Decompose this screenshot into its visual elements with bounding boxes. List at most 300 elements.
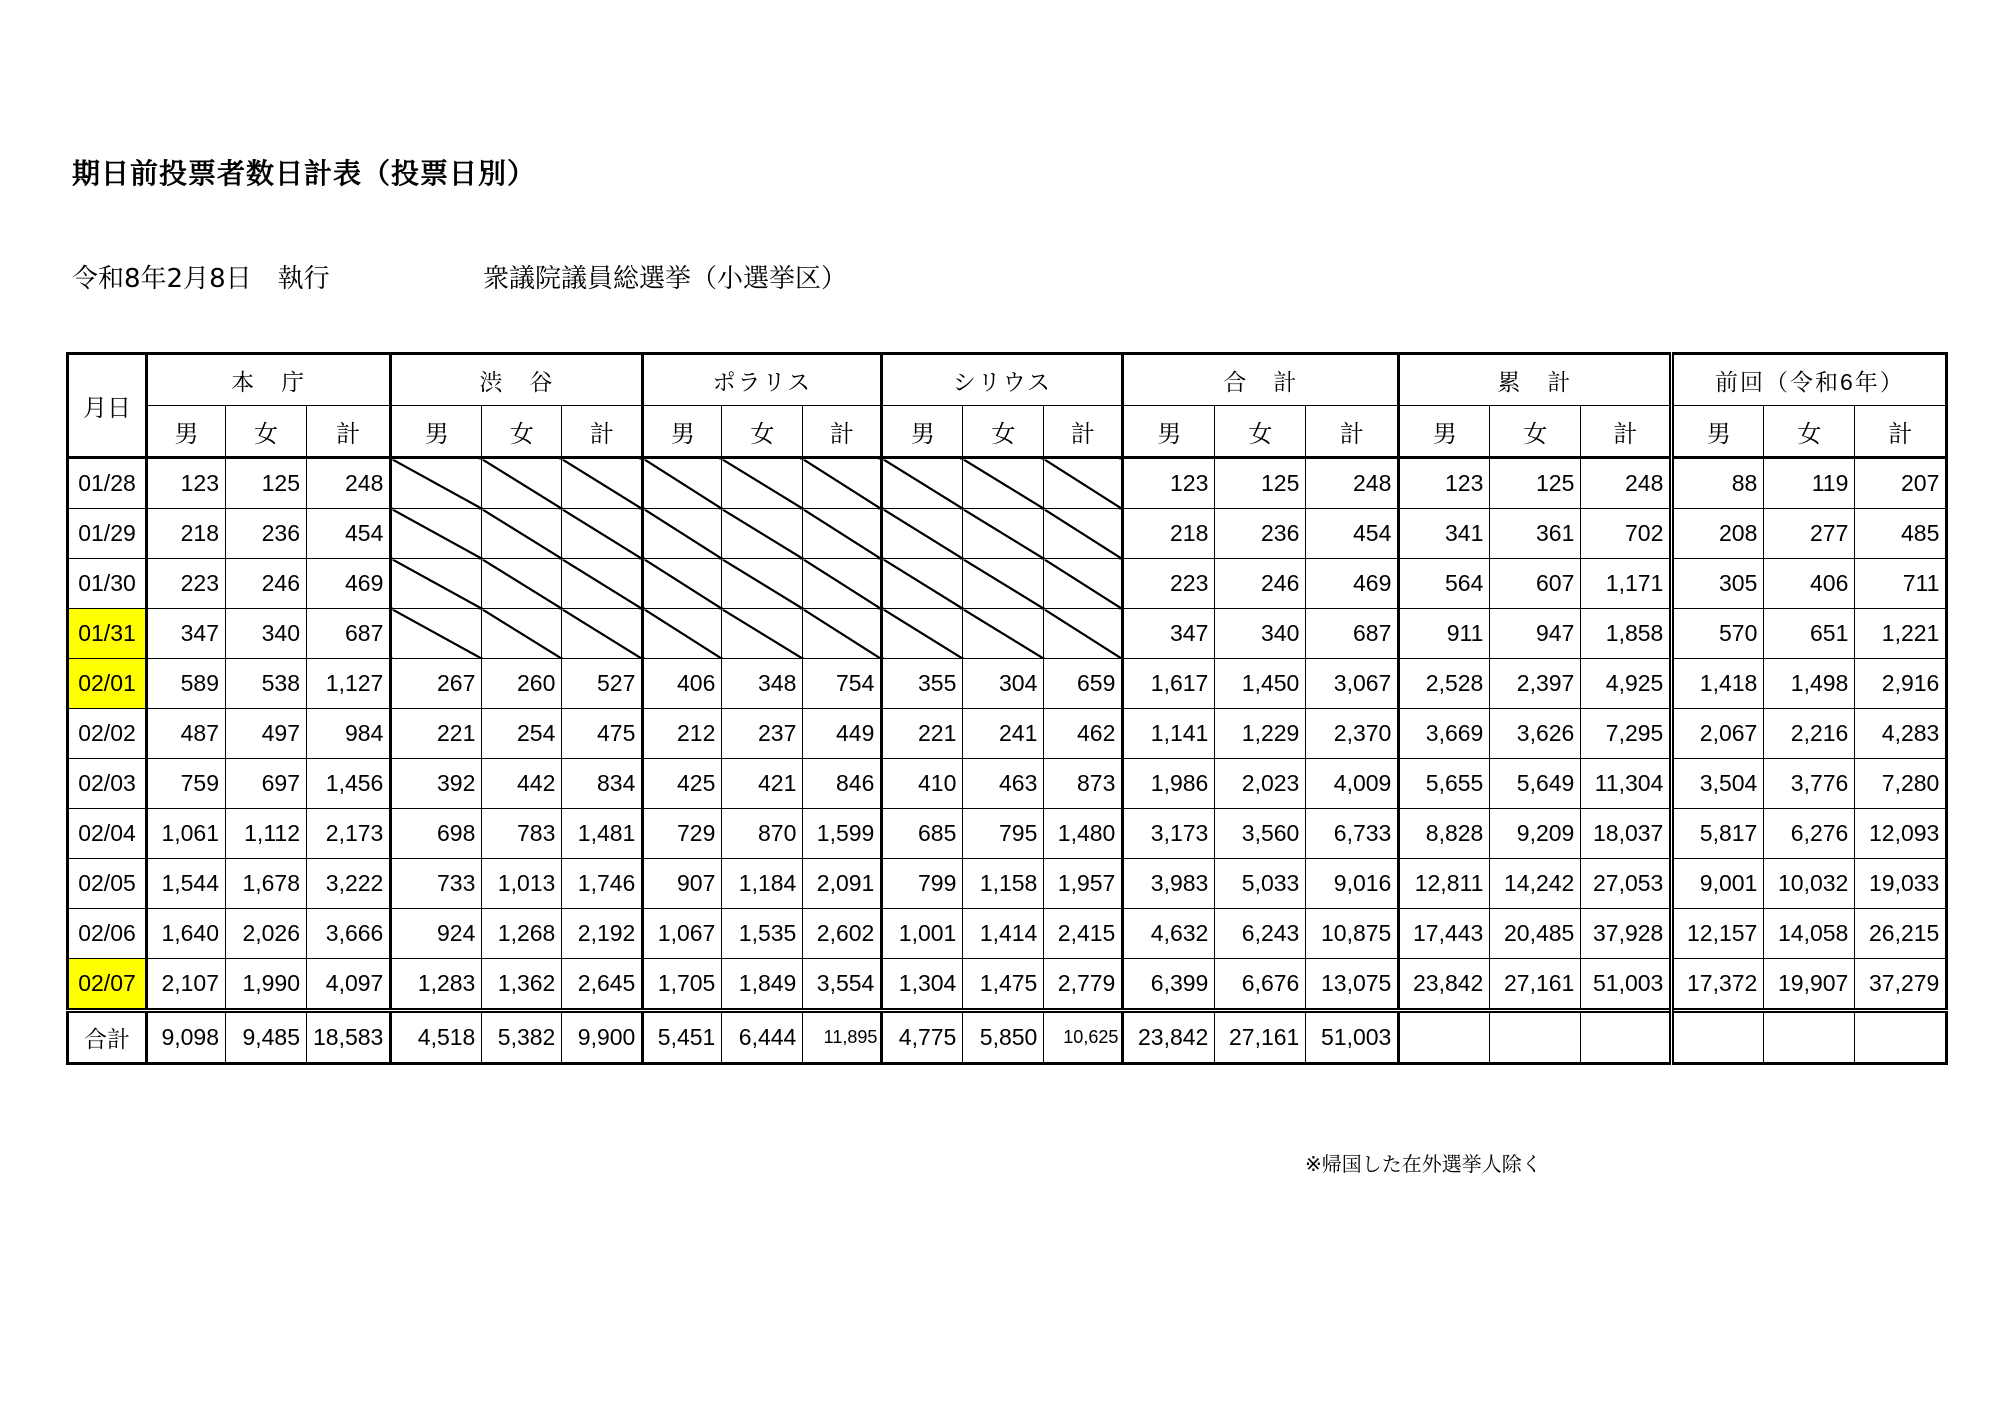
table-cell: 361 xyxy=(1490,509,1581,559)
table-cell: 442 xyxy=(482,759,562,809)
table-cell: 9,001 xyxy=(1672,859,1764,909)
table-cell: 1,481 xyxy=(562,809,643,859)
total-cell: 51,003 xyxy=(1306,1011,1399,1064)
table-cell: 119 xyxy=(1764,458,1855,509)
empty-slashed-cell xyxy=(482,609,562,659)
sub-header: 男 xyxy=(147,406,226,458)
table-cell: 1,544 xyxy=(147,859,226,909)
total-cell: 5,382 xyxy=(482,1011,562,1064)
table-cell: 783 xyxy=(482,809,562,859)
table-cell: 1,456 xyxy=(307,759,391,809)
row-date: 02/07 xyxy=(68,959,147,1011)
table-cell: 462 xyxy=(1044,709,1123,759)
empty-slashed-cell xyxy=(963,559,1044,609)
table-row xyxy=(68,659,1947,709)
election-date: 令和8年2月8日 執行 xyxy=(72,264,330,294)
sub-header: 計 xyxy=(1855,406,1947,458)
row-date: 02/03 xyxy=(68,759,147,809)
table-cell: 218 xyxy=(147,509,226,559)
total-cell: 5,451 xyxy=(643,1011,722,1064)
total-cell: 4,775 xyxy=(882,1011,963,1064)
table-cell: 1,599 xyxy=(803,809,882,859)
row-date: 01/28 xyxy=(68,458,147,509)
total-cell: 9,098 xyxy=(147,1011,226,1064)
table-cell: 2,397 xyxy=(1490,659,1581,709)
table-cell: 469 xyxy=(1306,559,1399,609)
table-cell: 13,075 xyxy=(1306,959,1399,1011)
group-header: 累 計 xyxy=(1399,354,1672,406)
group-header: 渋 谷 xyxy=(391,354,643,406)
total-label: 合計 xyxy=(68,1011,147,1064)
table-cell: 7,280 xyxy=(1855,759,1947,809)
empty-slashed-cell xyxy=(391,509,482,559)
table-cell: 697 xyxy=(226,759,307,809)
table-cell: 340 xyxy=(226,609,307,659)
table-cell: 846 xyxy=(803,759,882,809)
empty-slashed-cell xyxy=(882,458,963,509)
table-cell: 406 xyxy=(1764,559,1855,609)
row-date: 02/04 xyxy=(68,809,147,859)
empty-slashed-cell xyxy=(482,458,562,509)
empty-slashed-cell xyxy=(643,559,722,609)
table-cell: 651 xyxy=(1764,609,1855,659)
table-cell: 26,215 xyxy=(1855,909,1947,959)
election-name: 衆議院議員総選挙（小選挙区） xyxy=(483,264,848,294)
empty-slashed-cell xyxy=(391,559,482,609)
empty-slashed-cell xyxy=(882,609,963,659)
empty-slashed-cell xyxy=(722,458,803,509)
table-cell: 1,849 xyxy=(722,959,803,1011)
sub-header: 男 xyxy=(882,406,963,458)
sub-header: 計 xyxy=(1306,406,1399,458)
table-cell: 123 xyxy=(147,458,226,509)
empty-slashed-cell xyxy=(882,509,963,559)
table-cell: 1,418 xyxy=(1672,659,1764,709)
total-cell: 9,900 xyxy=(562,1011,643,1064)
table-cell: 241 xyxy=(963,709,1044,759)
table-cell: 687 xyxy=(1306,609,1399,659)
table-cell: 37,279 xyxy=(1855,959,1947,1011)
sub-header: 女 xyxy=(482,406,562,458)
table-cell: 2,216 xyxy=(1764,709,1855,759)
table-cell: 1,001 xyxy=(882,909,963,959)
early-voting-table xyxy=(66,352,1948,1065)
group-header: 本 庁 xyxy=(147,354,391,406)
table-cell: 5,817 xyxy=(1672,809,1764,859)
total-cell: 11,895 xyxy=(803,1011,882,1064)
sub-header: 女 xyxy=(226,406,307,458)
table-cell: 3,776 xyxy=(1764,759,1855,809)
total-cell xyxy=(1764,1011,1855,1064)
table-cell: 3,067 xyxy=(1306,659,1399,709)
table-cell: 1,535 xyxy=(722,909,803,959)
table-cell: 248 xyxy=(307,458,391,509)
table-cell: 14,242 xyxy=(1490,859,1581,909)
table-cell: 1,640 xyxy=(147,909,226,959)
total-cell: 18,583 xyxy=(307,1011,391,1064)
empty-slashed-cell xyxy=(643,609,722,659)
table-cell: 9,209 xyxy=(1490,809,1581,859)
empty-slashed-cell xyxy=(722,609,803,659)
table-cell: 246 xyxy=(1215,559,1306,609)
table-cell: 348 xyxy=(722,659,803,709)
table-cell: 236 xyxy=(1215,509,1306,559)
empty-slashed-cell xyxy=(803,609,882,659)
table-cell: 1,678 xyxy=(226,859,307,909)
empty-slashed-cell xyxy=(1044,458,1123,509)
table-cell: 12,157 xyxy=(1672,909,1764,959)
table-cell: 5,649 xyxy=(1490,759,1581,809)
table-cell: 3,669 xyxy=(1399,709,1490,759)
table-cell: 2,026 xyxy=(226,909,307,959)
table-cell: 347 xyxy=(1123,609,1215,659)
table-cell: 454 xyxy=(1306,509,1399,559)
sub-header: 女 xyxy=(722,406,803,458)
table-cell: 9,016 xyxy=(1306,859,1399,909)
group-header: ポラリス xyxy=(643,354,882,406)
table-cell: 870 xyxy=(722,809,803,859)
sub-header: 計 xyxy=(1581,406,1672,458)
empty-slashed-cell xyxy=(643,509,722,559)
table-cell: 449 xyxy=(803,709,882,759)
table-cell: 340 xyxy=(1215,609,1306,659)
table-cell: 3,222 xyxy=(307,859,391,909)
table-cell: 2,023 xyxy=(1215,759,1306,809)
table-cell: 2,645 xyxy=(562,959,643,1011)
table-cell: 3,560 xyxy=(1215,809,1306,859)
table-cell: 3,626 xyxy=(1490,709,1581,759)
sub-header: 計 xyxy=(562,406,643,458)
table-row xyxy=(68,709,1947,759)
table-cell: 17,372 xyxy=(1672,959,1764,1011)
total-cell: 23,842 xyxy=(1123,1011,1215,1064)
table-cell: 246 xyxy=(226,559,307,609)
total-cell: 5,850 xyxy=(963,1011,1044,1064)
table-cell: 454 xyxy=(307,509,391,559)
table-cell: 221 xyxy=(882,709,963,759)
table-cell: 248 xyxy=(1581,458,1672,509)
empty-slashed-cell xyxy=(882,559,963,609)
table-row xyxy=(68,509,1947,559)
table-cell: 207 xyxy=(1855,458,1947,509)
empty-slashed-cell xyxy=(1044,559,1123,609)
table-cell: 421 xyxy=(722,759,803,809)
table-cell: 564 xyxy=(1399,559,1490,609)
table-cell: 729 xyxy=(643,809,722,859)
table-cell: 19,907 xyxy=(1764,959,1855,1011)
empty-slashed-cell xyxy=(963,458,1044,509)
sub-header: 女 xyxy=(1764,406,1855,458)
table-cell: 277 xyxy=(1764,509,1855,559)
table-cell: 687 xyxy=(307,609,391,659)
total-cell xyxy=(1399,1011,1490,1064)
table-cell: 1,362 xyxy=(482,959,562,1011)
table-cell: 237 xyxy=(722,709,803,759)
table-cell: 11,304 xyxy=(1581,759,1672,809)
table-cell: 1,221 xyxy=(1855,609,1947,659)
table-cell: 485 xyxy=(1855,509,1947,559)
date-header: 月日 xyxy=(68,354,147,458)
total-cell xyxy=(1855,1011,1947,1064)
table-cell: 248 xyxy=(1306,458,1399,509)
table-cell: 2,415 xyxy=(1044,909,1123,959)
table-cell: 6,676 xyxy=(1215,959,1306,1011)
total-row xyxy=(68,1011,1947,1064)
table-row xyxy=(68,809,1947,859)
empty-slashed-cell xyxy=(391,609,482,659)
empty-slashed-cell xyxy=(562,509,643,559)
table-cell: 221 xyxy=(391,709,482,759)
table-cell: 1,705 xyxy=(643,959,722,1011)
total-cell: 10,625 xyxy=(1044,1011,1123,1064)
table-row xyxy=(68,458,1947,509)
table-cell: 425 xyxy=(643,759,722,809)
table-cell: 2,779 xyxy=(1044,959,1123,1011)
table-cell: 23,842 xyxy=(1399,959,1490,1011)
sub-header: 男 xyxy=(391,406,482,458)
table-cell: 2,916 xyxy=(1855,659,1947,709)
table-cell: 4,283 xyxy=(1855,709,1947,759)
row-date: 01/29 xyxy=(68,509,147,559)
table-cell: 1,957 xyxy=(1044,859,1123,909)
table-cell: 410 xyxy=(882,759,963,809)
table-cell: 497 xyxy=(226,709,307,759)
table-cell: 4,925 xyxy=(1581,659,1672,709)
table-cell: 1,986 xyxy=(1123,759,1215,809)
table-cell: 14,058 xyxy=(1764,909,1855,959)
table-cell: 2,602 xyxy=(803,909,882,959)
table-cell: 799 xyxy=(882,859,963,909)
total-cell: 27,161 xyxy=(1215,1011,1306,1064)
table-cell: 702 xyxy=(1581,509,1672,559)
table-cell: 1,414 xyxy=(963,909,1044,959)
empty-slashed-cell xyxy=(1044,509,1123,559)
empty-slashed-cell xyxy=(722,509,803,559)
table-cell: 469 xyxy=(307,559,391,609)
table-cell: 208 xyxy=(1672,509,1764,559)
empty-slashed-cell xyxy=(722,559,803,609)
row-date: 02/05 xyxy=(68,859,147,909)
table-cell: 1,304 xyxy=(882,959,963,1011)
table-cell: 4,632 xyxy=(1123,909,1215,959)
table-cell: 1,158 xyxy=(963,859,1044,909)
table-cell: 463 xyxy=(963,759,1044,809)
table-cell: 3,554 xyxy=(803,959,882,1011)
table-cell: 355 xyxy=(882,659,963,709)
table-row xyxy=(68,559,1947,609)
table-cell: 834 xyxy=(562,759,643,809)
table-cell: 1,475 xyxy=(963,959,1044,1011)
table-cell: 254 xyxy=(482,709,562,759)
table-cell: 1,617 xyxy=(1123,659,1215,709)
table-cell: 1,127 xyxy=(307,659,391,709)
table-cell: 123 xyxy=(1399,458,1490,509)
table-row xyxy=(68,909,1947,959)
sub-header: 女 xyxy=(963,406,1044,458)
table-cell: 125 xyxy=(1215,458,1306,509)
table-cell: 2,370 xyxy=(1306,709,1399,759)
total-cell xyxy=(1581,1011,1672,1064)
sub-header: 計 xyxy=(307,406,391,458)
table-cell: 1,067 xyxy=(643,909,722,959)
table-cell: 1,990 xyxy=(226,959,307,1011)
table-cell: 538 xyxy=(226,659,307,709)
page-title: 期日前投票者数日計表（投票日別） xyxy=(72,157,537,190)
table-cell: 1,229 xyxy=(1215,709,1306,759)
table-cell: 19,033 xyxy=(1855,859,1947,909)
table-cell: 570 xyxy=(1672,609,1764,659)
table-cell: 3,983 xyxy=(1123,859,1215,909)
sub-header: 女 xyxy=(1490,406,1581,458)
table-cell: 1,480 xyxy=(1044,809,1123,859)
empty-slashed-cell xyxy=(803,559,882,609)
table-cell: 4,009 xyxy=(1306,759,1399,809)
table-cell: 1,013 xyxy=(482,859,562,909)
table-cell: 123 xyxy=(1123,458,1215,509)
table-cell: 12,093 xyxy=(1855,809,1947,859)
table-cell: 3,173 xyxy=(1123,809,1215,859)
total-cell xyxy=(1672,1011,1764,1064)
table-row xyxy=(68,859,1947,909)
table-cell: 223 xyxy=(147,559,226,609)
table-cell: 223 xyxy=(1123,559,1215,609)
table-cell: 236 xyxy=(226,509,307,559)
table-cell: 1,061 xyxy=(147,809,226,859)
table-cell: 475 xyxy=(562,709,643,759)
table-cell: 3,666 xyxy=(307,909,391,959)
table-cell: 304 xyxy=(963,659,1044,709)
table-cell: 698 xyxy=(391,809,482,859)
table-cell: 2,091 xyxy=(803,859,882,909)
table-cell: 589 xyxy=(147,659,226,709)
empty-slashed-cell xyxy=(963,509,1044,559)
table-cell: 10,032 xyxy=(1764,859,1855,909)
empty-slashed-cell xyxy=(482,509,562,559)
row-date: 01/30 xyxy=(68,559,147,609)
table-cell: 12,811 xyxy=(1399,859,1490,909)
table-cell: 218 xyxy=(1123,509,1215,559)
sub-header-row xyxy=(68,406,1947,458)
table-cell: 305 xyxy=(1672,559,1764,609)
row-date: 01/31 xyxy=(68,609,147,659)
table-cell: 1,498 xyxy=(1764,659,1855,709)
table-cell: 984 xyxy=(307,709,391,759)
sub-header: 男 xyxy=(1123,406,1215,458)
table-cell: 51,003 xyxy=(1581,959,1672,1011)
table-cell: 1,141 xyxy=(1123,709,1215,759)
table-cell: 88 xyxy=(1672,458,1764,509)
row-date: 02/01 xyxy=(68,659,147,709)
table-cell: 1,171 xyxy=(1581,559,1672,609)
row-date: 02/02 xyxy=(68,709,147,759)
table-cell: 527 xyxy=(562,659,643,709)
empty-slashed-cell xyxy=(562,559,643,609)
table-cell: 1,858 xyxy=(1581,609,1672,659)
table-cell: 347 xyxy=(147,609,226,659)
table-cell: 8,828 xyxy=(1399,809,1490,859)
table-cell: 607 xyxy=(1490,559,1581,609)
table-cell: 406 xyxy=(643,659,722,709)
table-cell: 924 xyxy=(391,909,482,959)
table-cell: 711 xyxy=(1855,559,1947,609)
table-cell: 2,067 xyxy=(1672,709,1764,759)
table-row xyxy=(68,959,1947,1011)
table-cell: 17,443 xyxy=(1399,909,1490,959)
group-header: シリウス xyxy=(882,354,1123,406)
table-cell: 6,276 xyxy=(1764,809,1855,859)
empty-slashed-cell xyxy=(643,458,722,509)
total-cell: 6,444 xyxy=(722,1011,803,1064)
sub-header: 男 xyxy=(1672,406,1764,458)
table-row xyxy=(68,609,1947,659)
table-cell: 10,875 xyxy=(1306,909,1399,959)
empty-slashed-cell xyxy=(391,458,482,509)
table-cell: 392 xyxy=(391,759,482,809)
table-cell: 733 xyxy=(391,859,482,909)
empty-slashed-cell xyxy=(482,559,562,609)
sub-header: 女 xyxy=(1215,406,1306,458)
table-cell: 795 xyxy=(963,809,1044,859)
table-cell: 754 xyxy=(803,659,882,709)
table-cell: 37,928 xyxy=(1581,909,1672,959)
table-cell: 1,184 xyxy=(722,859,803,909)
table-cell: 1,112 xyxy=(226,809,307,859)
footnote: ※帰国した在外選挙人除く xyxy=(1305,1152,1542,1176)
empty-slashed-cell xyxy=(803,509,882,559)
row-date: 02/06 xyxy=(68,909,147,959)
sub-header: 計 xyxy=(1044,406,1123,458)
table-cell: 5,033 xyxy=(1215,859,1306,909)
empty-slashed-cell xyxy=(562,609,643,659)
table-cell: 18,037 xyxy=(1581,809,1672,859)
empty-slashed-cell xyxy=(803,458,882,509)
table-cell: 6,733 xyxy=(1306,809,1399,859)
table-cell: 1,283 xyxy=(391,959,482,1011)
sub-header: 男 xyxy=(643,406,722,458)
sub-header: 計 xyxy=(803,406,882,458)
total-cell: 9,485 xyxy=(226,1011,307,1064)
table-cell: 2,192 xyxy=(562,909,643,959)
table-cell: 911 xyxy=(1399,609,1490,659)
table-cell: 267 xyxy=(391,659,482,709)
table-cell: 2,528 xyxy=(1399,659,1490,709)
table-cell: 947 xyxy=(1490,609,1581,659)
table-row xyxy=(68,759,1947,809)
table-cell: 27,161 xyxy=(1490,959,1581,1011)
table-cell: 125 xyxy=(226,458,307,509)
table-cell: 759 xyxy=(147,759,226,809)
table-cell: 5,655 xyxy=(1399,759,1490,809)
table-cell: 212 xyxy=(643,709,722,759)
table-cell: 20,485 xyxy=(1490,909,1581,959)
table-cell: 1,450 xyxy=(1215,659,1306,709)
group-header: 前回（令和6年） xyxy=(1672,354,1947,406)
table-cell: 907 xyxy=(643,859,722,909)
table-cell: 873 xyxy=(1044,759,1123,809)
table-cell: 659 xyxy=(1044,659,1123,709)
empty-slashed-cell xyxy=(963,609,1044,659)
table-cell: 341 xyxy=(1399,509,1490,559)
table-cell: 6,399 xyxy=(1123,959,1215,1011)
table-cell: 125 xyxy=(1490,458,1581,509)
table-cell: 3,504 xyxy=(1672,759,1764,809)
table-cell: 685 xyxy=(882,809,963,859)
table-cell: 260 xyxy=(482,659,562,709)
table-cell: 2,173 xyxy=(307,809,391,859)
empty-slashed-cell xyxy=(1044,609,1123,659)
sub-header: 男 xyxy=(1399,406,1490,458)
table-cell: 1,268 xyxy=(482,909,562,959)
